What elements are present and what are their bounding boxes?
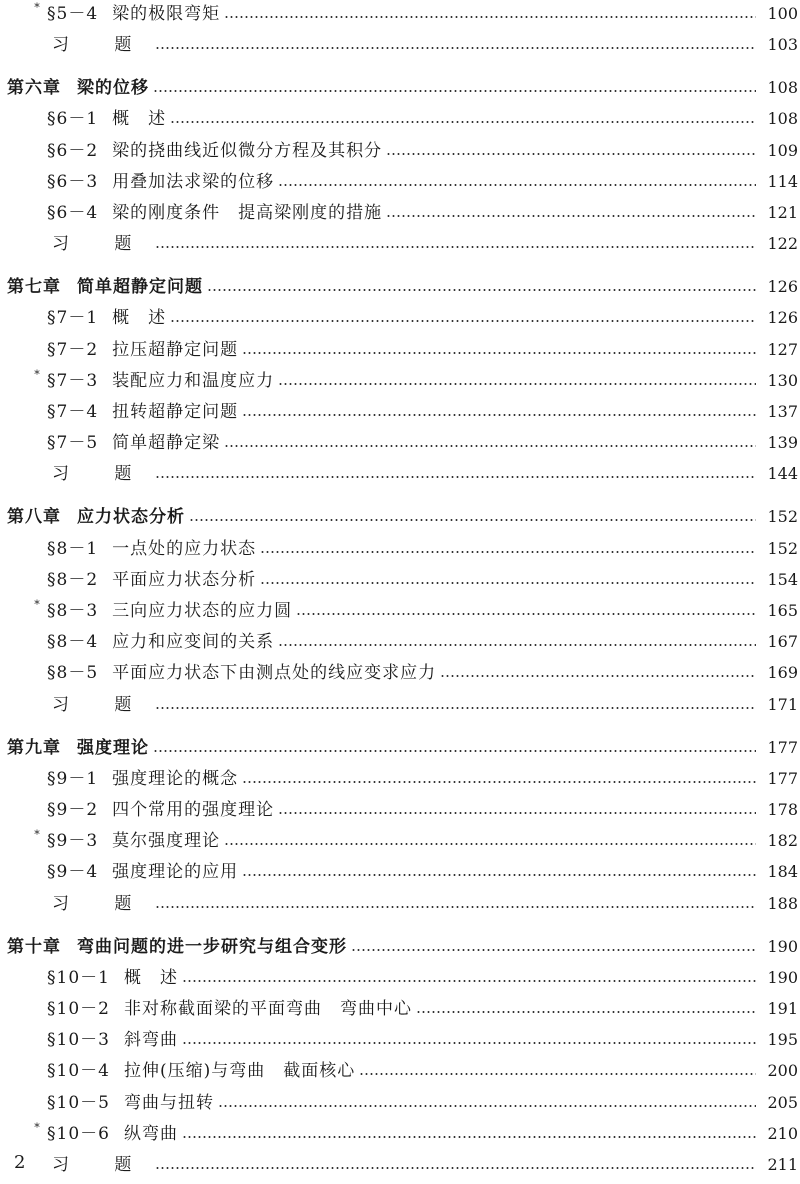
- page-number: 144: [767, 464, 798, 483]
- exercise-label: 习 题: [52, 894, 152, 914]
- toc-section-row[interactable]: [0, 1090, 800, 1116]
- toc-section-row[interactable]: [0, 399, 800, 425]
- section-number: §7－3: [47, 371, 99, 391]
- toc-section-row[interactable]: [0, 965, 800, 991]
- section-number: §5－4: [47, 4, 99, 24]
- leader-dots: [182, 980, 756, 982]
- page-number: 191: [767, 999, 798, 1018]
- toc-chapter-row[interactable]: [0, 274, 800, 300]
- page-number: 184: [767, 862, 798, 881]
- section-title: 拉压超静定问题: [112, 340, 239, 360]
- toc-exercise-row[interactable]: [0, 32, 800, 58]
- leader-dots: [224, 445, 756, 447]
- leader-dots: [242, 874, 756, 876]
- page-number: 190: [767, 968, 798, 987]
- page-number: 182: [767, 831, 798, 850]
- toc-exercise-row[interactable]: [0, 891, 800, 917]
- leader-dots: [242, 781, 756, 783]
- section-number: §6－4: [47, 203, 99, 223]
- leader-dots: [386, 153, 756, 155]
- toc-section-row[interactable]: [0, 106, 800, 132]
- toc-chapter-row[interactable]: [0, 735, 800, 761]
- section-title: 非对称截面梁的平面弯曲 弯曲中心: [123, 999, 412, 1019]
- exercise-label: 习 题: [52, 1155, 152, 1175]
- footer-page-number: 2: [14, 1152, 26, 1173]
- leader-dots: [182, 1136, 756, 1138]
- leader-dots: [153, 750, 756, 752]
- section-number: §9－3: [47, 831, 99, 851]
- chapter-title: 梁的位移: [77, 78, 149, 98]
- leader-dots: [224, 843, 756, 845]
- section-number: §9－1: [47, 769, 99, 789]
- page-number: 130: [767, 371, 798, 390]
- leader-dots: [155, 246, 756, 248]
- leader-dots: [207, 289, 756, 291]
- toc-section-row[interactable]: [0, 337, 800, 363]
- leader-dots: [155, 47, 756, 49]
- section-title: 三向应力状态的应力圆: [112, 601, 293, 621]
- optional-marker: *: [34, 1121, 40, 1134]
- exercise-label: 习 题: [52, 35, 152, 55]
- section-number: §7－4: [47, 402, 99, 422]
- toc-section-row[interactable]: [0, 305, 800, 331]
- chapter-number: 第九章: [7, 738, 61, 758]
- exercise-label: 习 题: [52, 695, 152, 715]
- section-number: §10－1: [47, 968, 110, 988]
- toc-section-row[interactable]: [0, 430, 800, 456]
- toc-section-row[interactable]: [0, 828, 800, 854]
- page-number: 188: [767, 894, 798, 913]
- toc-section-row[interactable]: [0, 598, 800, 624]
- page-number: 152: [767, 507, 798, 526]
- page-number: 190: [767, 937, 798, 956]
- section-title: 梁的极限弯矩: [112, 4, 221, 24]
- toc-exercise-row[interactable]: [0, 461, 800, 487]
- section-number: §7－5: [47, 433, 99, 453]
- page-number: 126: [767, 308, 798, 327]
- toc-exercise-row[interactable]: [0, 231, 800, 257]
- section-number: §7－1: [47, 308, 99, 328]
- leader-dots: [242, 414, 756, 416]
- page-number: 139: [767, 433, 798, 452]
- toc-section-row[interactable]: [0, 169, 800, 195]
- leader-dots: [224, 16, 756, 18]
- page-number: 114: [767, 172, 798, 191]
- section-number: §10－5: [47, 1093, 110, 1113]
- toc-section-row[interactable]: [0, 859, 800, 885]
- section-number: §6－3: [47, 172, 99, 192]
- section-title: 弯曲与扭转: [123, 1093, 214, 1113]
- leader-dots: [416, 1011, 756, 1013]
- page-number: 177: [767, 769, 798, 788]
- leader-dots: [359, 1073, 756, 1075]
- toc-section-row[interactable]: [0, 567, 800, 593]
- section-number: §8－4: [47, 632, 99, 652]
- chapter-number: 第十章: [7, 937, 61, 957]
- chapter-title: 强度理论: [77, 738, 149, 758]
- optional-marker: *: [34, 828, 40, 841]
- page-number: 210: [767, 1124, 798, 1143]
- page-number: 205: [767, 1093, 798, 1112]
- leader-dots: [170, 121, 756, 123]
- page-number: 154: [767, 570, 798, 589]
- section-title: 一点处的应力状态: [112, 539, 257, 559]
- page-number: 211: [767, 1155, 798, 1174]
- page-number: 169: [767, 663, 798, 682]
- toc-section-row[interactable]: [0, 138, 800, 164]
- chapter-title: 应力状态分析: [77, 507, 185, 527]
- section-number: §9－2: [47, 800, 99, 820]
- page-number: 121: [767, 203, 798, 222]
- exercise-label: 习 题: [52, 464, 152, 484]
- section-number: §7－2: [47, 340, 99, 360]
- leader-dots: [278, 383, 756, 385]
- leader-dots: [242, 352, 756, 354]
- section-number: §9－4: [47, 862, 99, 882]
- leader-dots: [296, 613, 756, 615]
- section-title: 扭转超静定问题: [112, 402, 239, 422]
- section-number: §10－6: [47, 1124, 110, 1144]
- leader-dots: [260, 582, 756, 584]
- page-number: 152: [767, 539, 798, 558]
- section-title: 梁的挠曲线近似微分方程及其积分: [112, 141, 383, 161]
- page-number: 108: [767, 78, 798, 97]
- leader-dots: [278, 184, 756, 186]
- leader-dots: [155, 906, 756, 908]
- section-title: 概 述: [112, 308, 167, 328]
- page-number: 109: [767, 141, 798, 160]
- section-title: 纵弯曲: [123, 1124, 178, 1144]
- toc-section-row[interactable]: [0, 996, 800, 1022]
- section-title: 应力和应变间的关系: [112, 632, 275, 652]
- page-number: 171: [767, 695, 798, 714]
- section-title: 四个常用的强度理论: [112, 800, 275, 820]
- section-number: §10－2: [47, 999, 110, 1019]
- toc-section-row[interactable]: [0, 368, 800, 394]
- leader-dots: [440, 675, 756, 677]
- toc-section-row[interactable]: [0, 660, 800, 686]
- page-number: 108: [767, 109, 798, 128]
- page-number: 137: [767, 402, 798, 421]
- toc-section-row[interactable]: [0, 536, 800, 562]
- toc-section-row[interactable]: [0, 797, 800, 823]
- section-title: 拉伸(压缩)与弯曲 截面核心: [123, 1061, 356, 1081]
- section-number: §6－2: [47, 141, 99, 161]
- section-title: 平面应力状态分析: [112, 570, 257, 590]
- chapter-number: 第七章: [7, 277, 61, 297]
- section-title: 用叠加法求梁的位移: [112, 172, 275, 192]
- page-number: 103: [767, 35, 798, 54]
- page-number: 200: [767, 1061, 798, 1080]
- leader-dots: [153, 90, 756, 92]
- section-title: 概 述: [112, 109, 167, 129]
- section-title: 斜弯曲: [123, 1030, 178, 1050]
- section-title: 莫尔强度理论: [112, 831, 221, 851]
- toc-section-row[interactable]: [0, 200, 800, 226]
- leader-dots: [386, 215, 756, 217]
- page-number: 195: [767, 1030, 798, 1049]
- leader-dots: [182, 1042, 756, 1044]
- leader-dots: [260, 551, 756, 553]
- page-number: 126: [767, 277, 798, 296]
- chapter-title: 简单超静定问题: [77, 277, 203, 297]
- section-number: §10－3: [47, 1030, 110, 1050]
- leader-dots: [155, 476, 756, 478]
- section-number: §8－2: [47, 570, 99, 590]
- section-number: §10－4: [47, 1061, 110, 1081]
- optional-marker: *: [34, 598, 40, 611]
- section-number: §8－5: [47, 663, 99, 683]
- section-title: 平面应力状态下由测点处的线应变求应力: [112, 663, 437, 683]
- toc-section-row[interactable]: [0, 1027, 800, 1053]
- leader-dots: [155, 707, 756, 709]
- section-title: 简单超静定梁: [112, 433, 221, 453]
- leader-dots: [351, 949, 756, 951]
- chapter-number: 第六章: [7, 78, 61, 98]
- toc-chapter-row[interactable]: [0, 504, 800, 530]
- toc-exercise-row[interactable]: [0, 1152, 800, 1178]
- exercise-label: 习 题: [52, 234, 152, 254]
- optional-marker: *: [34, 1, 40, 14]
- toc-section-row[interactable]: [0, 1058, 800, 1084]
- page-number: 100: [767, 4, 798, 23]
- page-number: 178: [767, 800, 798, 819]
- section-title: 概 述: [123, 968, 178, 988]
- toc-chapter-row[interactable]: [0, 75, 800, 101]
- leader-dots: [218, 1105, 756, 1107]
- leader-dots: [278, 812, 756, 814]
- page-number: 122: [767, 234, 798, 253]
- leader-dots: [170, 320, 756, 322]
- leader-dots: [155, 1167, 756, 1169]
- section-number: §8－1: [47, 539, 99, 559]
- section-number: §8－3: [47, 601, 99, 621]
- section-title: 强度理论的概念: [112, 769, 239, 789]
- toc-section-row[interactable]: [0, 1, 800, 27]
- toc-section-row[interactable]: [0, 1121, 800, 1147]
- section-title: 梁的刚度条件 提高梁刚度的措施: [112, 203, 383, 223]
- optional-marker: *: [34, 368, 40, 381]
- chapter-title: 弯曲问题的进一步研究与组合变形: [77, 937, 347, 957]
- page-number: 167: [767, 632, 798, 651]
- leader-dots: [278, 644, 756, 646]
- toc-chapter-row[interactable]: [0, 934, 800, 960]
- toc-section-row[interactable]: [0, 629, 800, 655]
- chapter-number: 第八章: [7, 507, 61, 527]
- page-number: 127: [767, 340, 798, 359]
- section-title: 强度理论的应用: [112, 862, 239, 882]
- section-title: 装配应力和温度应力: [112, 371, 275, 391]
- section-number: §6－1: [47, 109, 99, 129]
- page-number: 165: [767, 601, 798, 620]
- page-number: 177: [767, 738, 798, 757]
- toc-exercise-row[interactable]: [0, 692, 800, 718]
- toc-section-row[interactable]: [0, 766, 800, 792]
- leader-dots: [189, 519, 756, 521]
